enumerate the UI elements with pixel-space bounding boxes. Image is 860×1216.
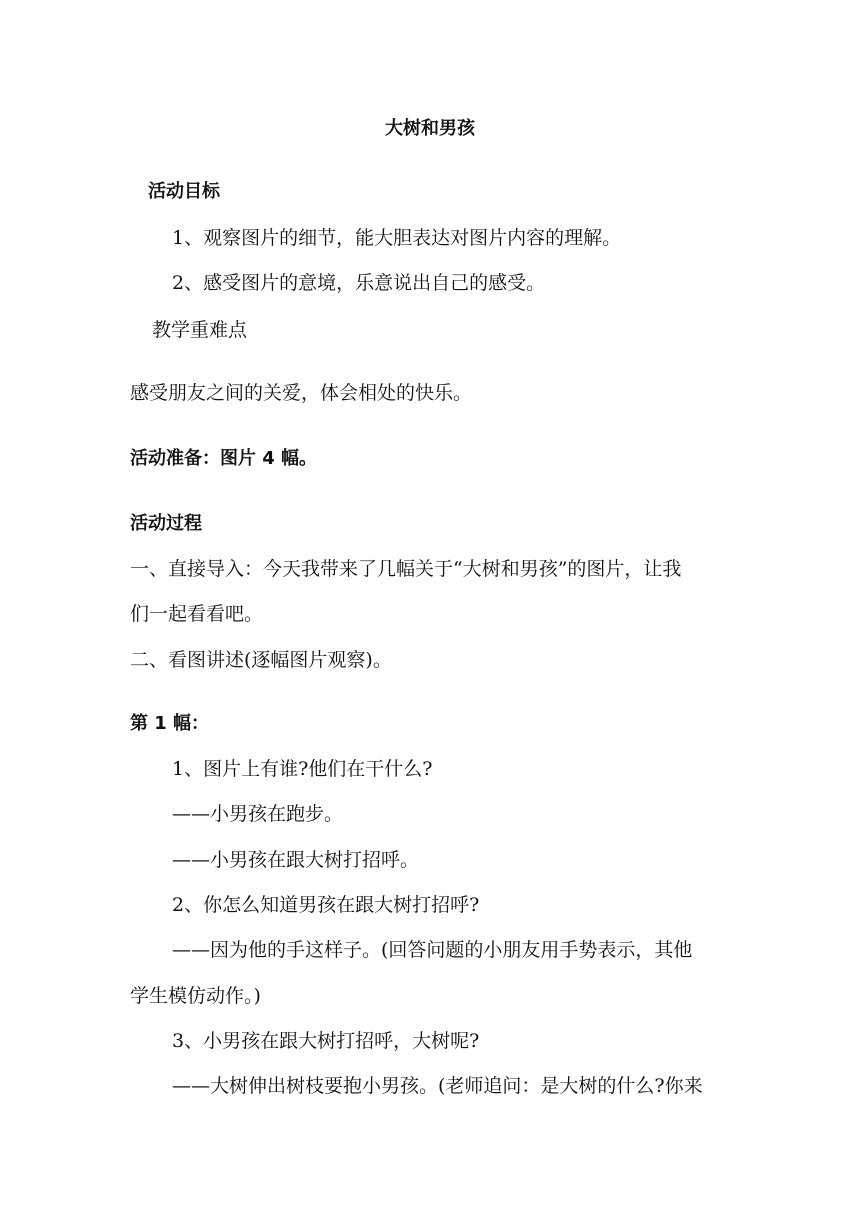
answer-1-2: ——小男孩在跟大树打招呼。 — [172, 849, 420, 871]
key-points-heading: 教学重难点 — [152, 319, 248, 341]
intro-line-2: 们一起看看吧。 — [130, 603, 264, 625]
question-2: 2、你怎么知道男孩在跟大树打招呼? — [172, 894, 480, 916]
answer-3-line-1: ——大树伸出树枝要抱小男孩。(老师追问：是大树的什么?你来 — [172, 1075, 703, 1097]
answer-2-line-1: ——因为他的手这样子。(回答问题的小朋友用手势表示，其他 — [172, 939, 693, 961]
step-2-text: 二、看图讲述(逐幅图片观察)。 — [130, 649, 392, 671]
answer-1-1: ——小男孩在跑步。 — [172, 803, 344, 825]
objectives-heading: 活动目标 — [148, 181, 220, 202]
key-points-text: 感受朋友之间的关爱，体会相处的快乐。 — [130, 382, 473, 404]
intro-line-1: 一、直接导入：今天我带来了几幅关于“大树和男孩”的图片，让我 — [130, 558, 682, 580]
picture-1-heading: 第 1 幅： — [130, 713, 210, 734]
process-heading: 活动过程 — [130, 513, 202, 534]
question-3: 3、小男孩在跟大树打招呼，大树呢? — [172, 1030, 480, 1052]
objective-item-2: 2、感受图片的意境，乐意说出自己的感受。 — [172, 272, 546, 294]
objective-item-1: 1、观察图片的细节，能大胆表达对图片内容的理解。 — [172, 227, 622, 249]
answer-2-line-2: 学生模仿动作。) — [130, 985, 261, 1007]
document-title: 大树和男孩 — [385, 118, 475, 139]
question-1: 1、图片上有谁?他们在干什么? — [172, 758, 433, 780]
preparation-text: 活动准备：图片 4 幅。 — [130, 448, 318, 469]
